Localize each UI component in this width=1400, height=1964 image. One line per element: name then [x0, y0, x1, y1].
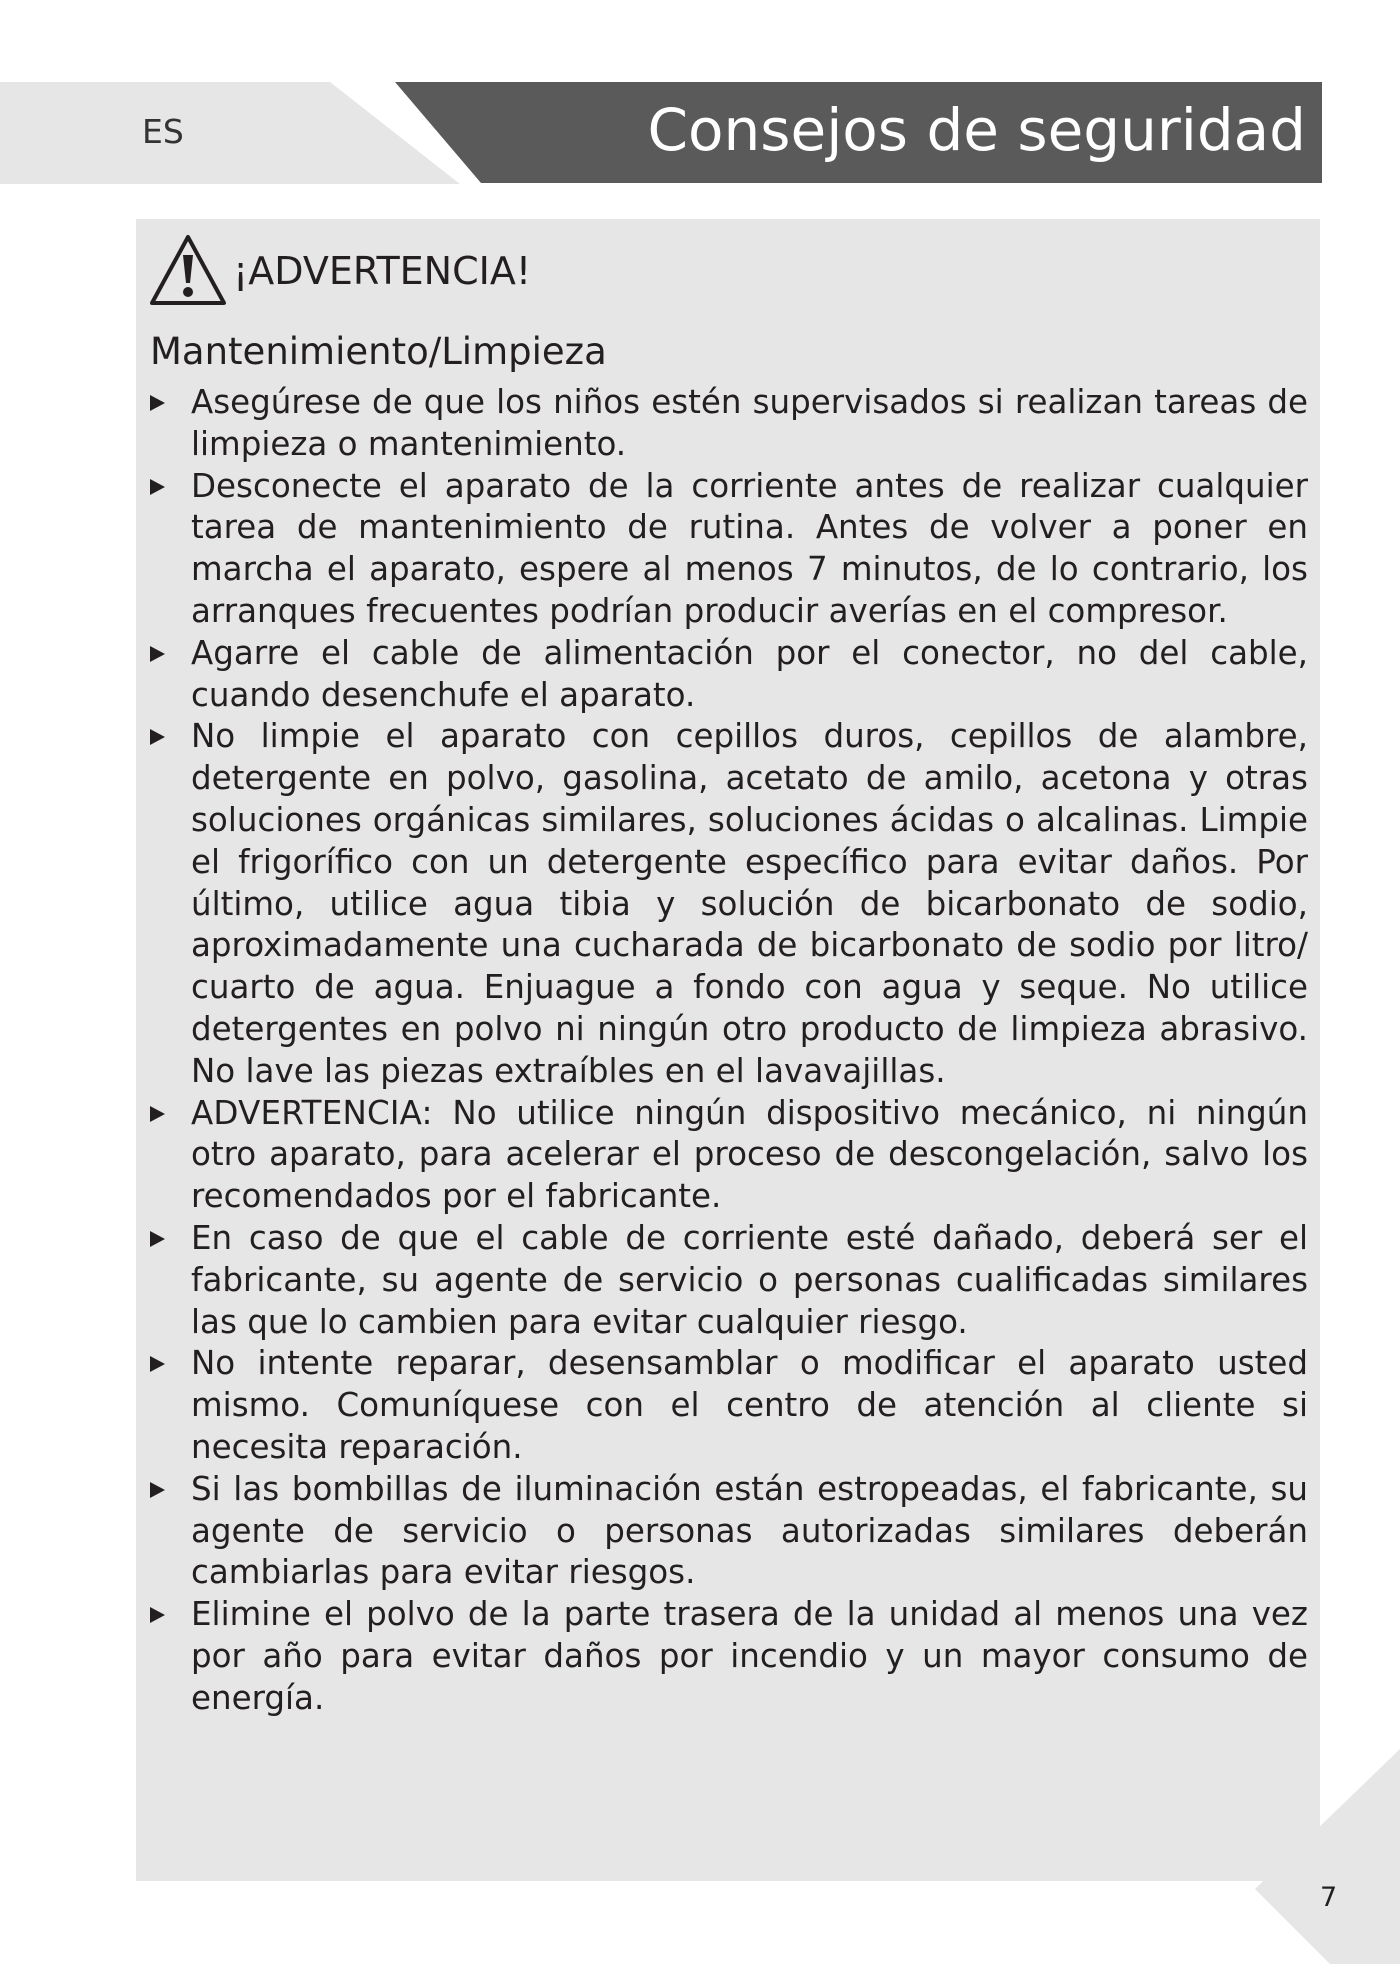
- list-item: [148, 1594, 1308, 1719]
- bullet-text: No limpie el aparato con cepillos duros, cepillos de alambre, detergente en polvo, gasolina, acetato de amilo, acetona y otras soluciones orgánicas similares, soluciones ácidas o alcalinas. Limpie el frigorífico con un detergente específico para evitar daños. Por último, utilice agua tibia y solución de bicarbonato de sodio, aproximadamente una cucharada de bicarbonato de sodio por litro/ cuarto de agua. Enjuague a fondo con agua y seque. No utilice detergentes en polvo ni ningún otro producto de limpieza abrasivo. No lave las piezas extraíbles en el lavavajillas.: [191, 717, 1308, 1090]
- bullet-text: Si las bombillas de iluminación están estropeadas, el fabricante, su agente de servicio o personas autorizadas similares deberán cambiarlas para evitar riesgos.: [191, 1469, 1308, 1592]
- page-title: Consejos de seguridad: [647, 96, 1306, 164]
- warning-triangle-icon: [148, 233, 228, 307]
- bullet-arrow-icon: [150, 646, 165, 662]
- bullet-arrow-icon: [150, 729, 165, 745]
- list-item: [148, 382, 1308, 466]
- bullet-arrow-icon: [150, 1356, 165, 1372]
- section-title: Mantenimiento/Limpieza: [150, 330, 607, 373]
- bullet-arrow-icon: [150, 395, 165, 411]
- list-item: [148, 633, 1308, 717]
- bullet-arrow-icon: [150, 1607, 165, 1623]
- bullet-text: Elimine el polvo de la parte trasera de la unidad al menos una vez por año para evitar daños por incendio y un mayor consumo de energía.: [191, 1595, 1308, 1717]
- bullet-text: No intente reparar, desensamblar o modificar el aparato usted mismo. Comuníquese con el centro de atención al cliente si necesita reparación.: [191, 1344, 1308, 1466]
- bullet-text: Agarre el cable de alimentación por el conector, no del cable, cuando desenchufe el aparato.: [191, 633, 1308, 714]
- list-item: [148, 716, 1308, 1092]
- safety-bullet-list: [148, 382, 1308, 1720]
- bullet-arrow-icon: [150, 1106, 165, 1122]
- list-item: [148, 1093, 1308, 1218]
- list-item: [148, 1218, 1308, 1343]
- bullet-arrow-icon: [150, 1231, 165, 1247]
- list-item: [148, 1343, 1308, 1468]
- list-item: [148, 466, 1308, 633]
- warning-title: ¡ADVERTENCIA!: [233, 249, 532, 293]
- bullet-text: En caso de que el cable de corriente esté dañado, deberá ser el fabricante, su agente de servicio o personas cualificadas similares las que lo cambien para evitar cualquier riesgo.: [191, 1218, 1308, 1341]
- list-item: [148, 1469, 1308, 1594]
- bullet-lead: ADVERTENCIA:: [191, 1093, 433, 1132]
- language-label: ES: [142, 112, 184, 151]
- header-lang-tab: [0, 82, 460, 184]
- bullet-arrow-icon: [150, 479, 165, 495]
- bullet-text: No utilice ningún dispositivo mecánico, ni ningún otro aparato, para acelerar el proceso de descongelación, salvo los recomendados por el fabricante.: [191, 1093, 1308, 1216]
- bullet-text: Desconecte el aparato de la corriente antes de realizar cualquier tarea de mantenimiento de rutina. Antes de volver a poner en marcha el aparato, espere al menos 7 minutos, de lo contrario, los arranques frecuentes podrían producir averías en el compresor.: [191, 466, 1308, 630]
- bullet-arrow-icon: [150, 1482, 165, 1498]
- bullet-text: Asegúrese de que los niños estén supervisados si realizan tareas de limpieza o mantenimiento.: [191, 383, 1308, 463]
- page-number: 7: [1320, 1882, 1338, 1913]
